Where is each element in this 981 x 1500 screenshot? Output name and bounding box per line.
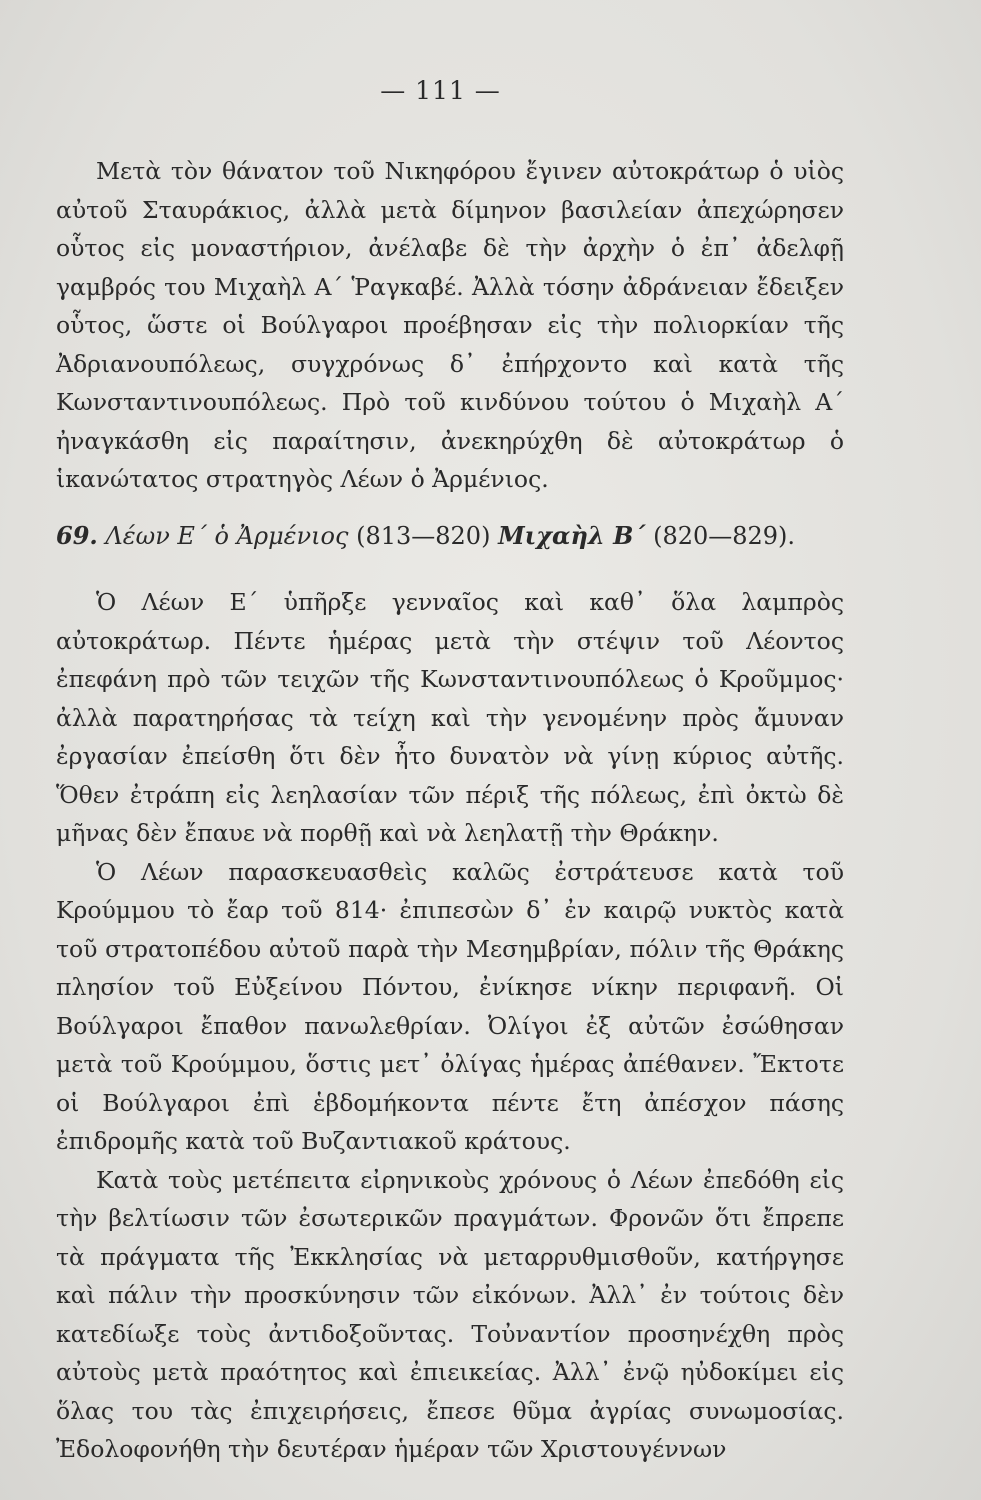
paragraph-1: Μετὰ τὸν θάνατον τοῦ Νικηφόρου ἔγινεν αὐτοκράτωρ ὁ υἱὸς αὐτοῦ Σταυράκιος, ἀλλὰ μετὰ δίμηνον βασιλείαν ἀπεχώρησεν οὗτος εἰς μοναστήριον, ἀνέλαβε δὲ τὴν ἀρχὴν ὁ ἐπ᾽ ἀδελφῇ γαμβρός του Μιχαὴλ Α΄ Ῥαγκαβέ. Ἀλλὰ τόσην ἀδράνειαν ἔδειξεν οὗτος, ὥστε οἱ Βούλγαροι προέβησαν εἰς τὴν πολιορκίαν τῆς Ἀδριανουπόλεως, συγχρόνως δ᾽ ἐπήρχοντο καὶ κατὰ τῆς Κωνσταντινουπόλεως. Πρὸ τοῦ κινδύνου τούτου ὁ Μιχαὴλ Α΄ ἠναγκάσθη εἰς παραίτησιν, ἀνεκηρύχθη δὲ αὐτοκράτωρ ὁ ἱκανώτατος στρατηγὸς Λέων ὁ Ἀρμένιος. <box>56 157 844 493</box>
paragraph-3: Ὁ Λέων παρασκευασθεὶς καλῶς ἐστράτευσε κατὰ τοῦ Κρούμμου τὸ ἔαρ τοῦ 814· ἐπιπεσὼν δ᾽ ἐν καιρῷ νυκτὸς κατὰ τοῦ στρατοπέδου αὐτοῦ παρὰ τὴν Μεσημβρίαν, πόλιν τῆς Θράκης πλησίον τοῦ Εὐξείνου Πόντου, ἐνίκησε νίκην περιφανῆ. Οἱ Βούλγαροι ἔπαθον πανωλεθρίαν. Ὀλίγοι ἐξ αὐτῶν ἐσώθησαν μετὰ τοῦ Κρούμμου, ὅστις μετ᾽ ὀλίγας ἡμέρας ἀπέθανεν. Ἔκτοτε οἱ Βούλγαροι ἐπὶ ἑβδομήκοντα πέντε ἔτη ἀπέσχον πάσης ἐπιδρομῆς κατὰ τοῦ Βυζαντιακοῦ κράτους. <box>56 857 844 1155</box>
section-name-1: Λέων Ε΄ ὁ Ἀρμένιος <box>105 522 349 550</box>
section-number: 69. <box>56 521 98 550</box>
section-name-2: Μιχαὴλ Β΄ <box>498 521 646 550</box>
section-heading <box>56 518 844 554</box>
section-years-2: (820—829). <box>653 522 796 550</box>
page-number: — 111 — <box>380 76 501 105</box>
text-block-bottom <box>56 583 844 1469</box>
paragraph-2: Ὁ Λέων Ε΄ ὑπῆρξε γενναῖος καὶ καθ᾽ ὅλα λαμπρὸς αὐτοκράτωρ. Πέντε ἡμέρας μετὰ τὴν στέψιν τοῦ Λέοντος ἐπεφάνη πρὸ τῶν τειχῶν τῆς Κωνσταντινουπόλεως ὁ Κροῦμμος· ἀλλὰ παρατηρήσας τὰ τείχη καὶ τὴν γενομένην πρὸς ἄμυναν ἐργασίαν ἐπείσθη ὅτι δὲν ἦτο δυνατὸν νὰ γίνῃ κύριος αὐτῆς. Ὅθεν ἐτράπη εἰς λεηλασίαν τῶν πέριξ τῆς πόλεως, ἐπὶ ὀκτὼ δὲ μῆνας δὲν ἔπαυε νὰ πορθῇ καὶ νὰ λεηλατῇ τὴν Θράκην. <box>56 588 844 847</box>
text-block-top <box>56 152 844 499</box>
section-years-1: (813—820) <box>356 522 491 550</box>
paragraph-4: Κατὰ τοὺς μετέπειτα εἰρηνικοὺς χρόνους ὁ Λέων ἐπεδόθη εἰς τὴν βελτίωσιν τῶν ἐσωτερικῶν πραγμάτων. Φρονῶν ὅτι ἔπρεπε τὰ πράγματα τῆς Ἐκκλησίας νὰ μεταρρυθμισθοῦν, κατήργησε καὶ πάλιν τὴν προσκύνησιν τῶν εἰκόνων. Ἀλλ᾽ ἐν τούτοις δὲν κατεδίωξε τοὺς ἀντιδοξοῦντας. Τοὐναντίον προσηνέχθη πρὸς αὐτοὺς μετὰ πραότητος καὶ ἐπιεικείας. Ἀλλ᾽ ἐνῷ ηὐδοκίμει εἰς ὅλας του τὰς ἐπιχειρήσεις, ἔπεσε θῦμα ἀγρίας συνωμοσίας. Ἐδολοφονήθη τὴν δευτέραν ἡμέραν τῶν Χριστουγέννων <box>56 1165 844 1463</box>
